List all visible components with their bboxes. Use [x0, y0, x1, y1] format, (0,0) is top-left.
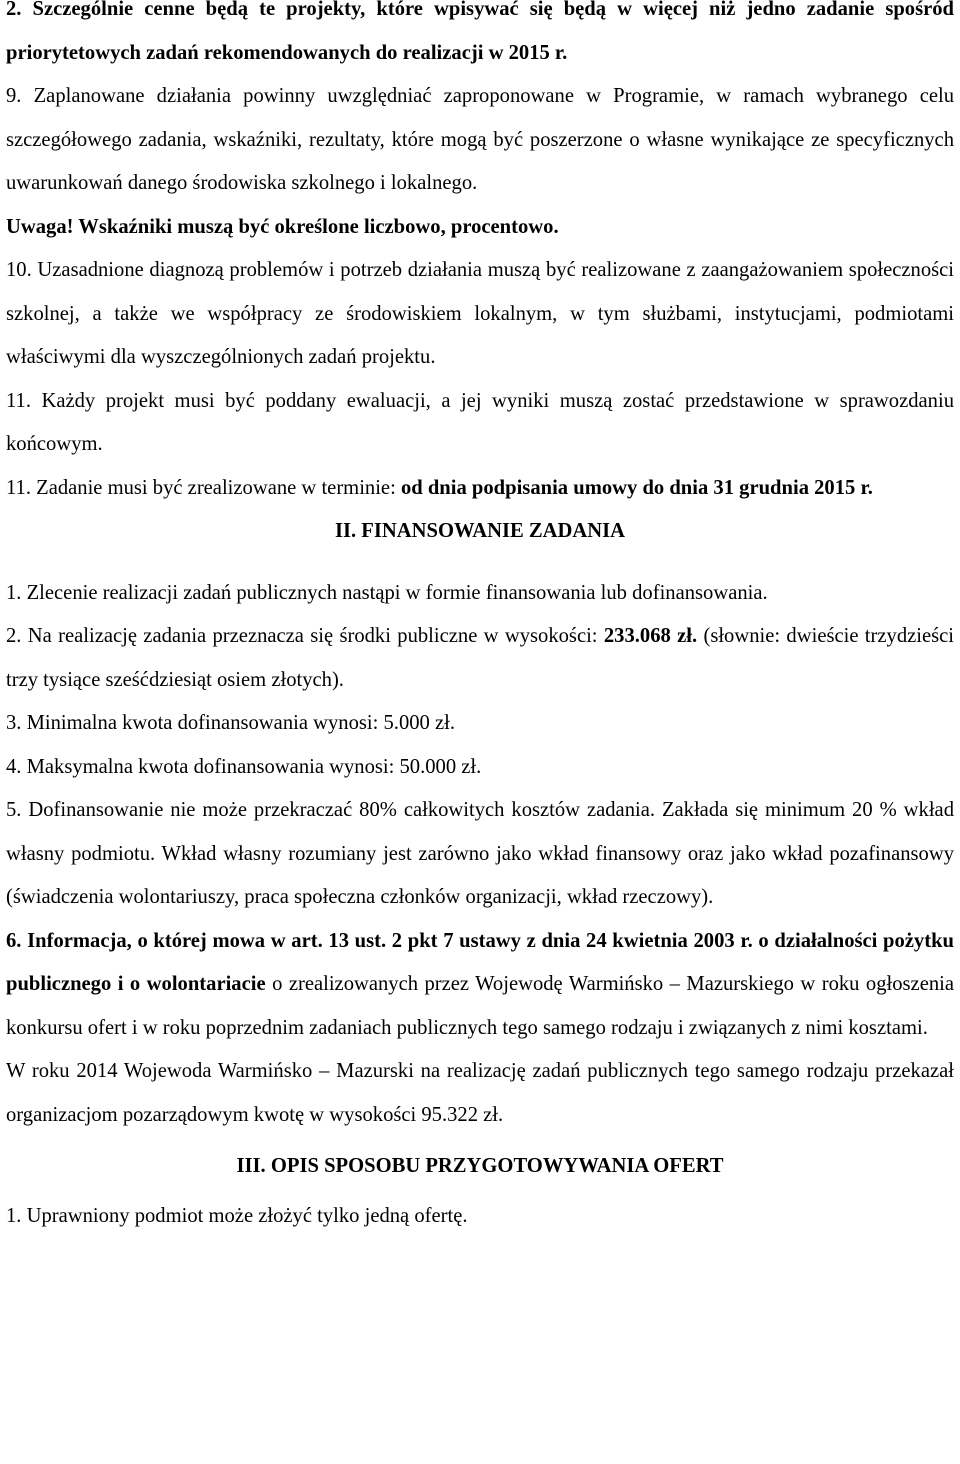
paragraph-10: 10. Uzasadnione diagnozą problemów i potrzeb działania muszą być realizowane z zaangażowaniem społeczności szkolnej, a także we współpracy ze środowiskiem lokalnym, w tym służbami, instytucjami, podmiotami właściwymi dla wyszczególnionych zadań projektu.	[6, 259, 954, 368]
financing-amount: 233.068 zł.	[603, 625, 698, 647]
note-indicators: Uwaga! Wskaźniki muszą być określone liczbowo, procentowo.	[6, 215, 559, 238]
deadline-date: od dnia podpisania umowy do dnia 31 grudnia 2015 r.	[400, 476, 873, 499]
paragraph-11-evaluation: 11. Każdy projekt musi być poddany ewaluacji, a jej wyniki muszą zostać przedstawione w sprawozdaniu końcowym.	[6, 389, 954, 455]
offers-item-1: 1. Uprawniony podmiot może złożyć tylko jedną ofertę.	[6, 1204, 468, 1227]
legal-reference-tail: o zrealizowanych przez Wojewodę Warmińsko – Mazurskiego w roku ogłoszenia konkursu ofert i w roku poprzednim zadaniach publicznych tego samego rodzaju i związanych z nimi kosztami.	[6, 973, 954, 1039]
paragraph-9: 9. Zaplanowane działania powinny uwzględniać zaproponowane w Programie, w ramach wybranego celu szczegółowego zadania, wskaźniki, rezultaty, które mogą być poszerzone o własne wynikające ze specyficznych uwarunkowań danego środowiska szkolnego i lokalnego.	[6, 85, 954, 194]
paragraph-2: 2. Szczególnie cenne będą te projekty, które wpisywać się będą w więcej niż jedno zadanie spośród priorytetowych zadań rekomendowanych do realizacji w 2015 r.	[6, 0, 954, 64]
financing-amount-lead: 2. Na realizację zadania przeznacza się środki publiczne w wysokości:	[6, 625, 604, 647]
financing-item-4: 4. Maksymalna kwota dofinansowania wynosi: 50.000 zł.	[6, 755, 482, 778]
financing-item-6	[6, 920, 954, 1051]
financing-amount-words: (słownie: dwieście trzydzieści trzy tysiące sześćdziesiąt osiem złotych).	[6, 625, 955, 691]
financing-item-5: 5. Dofinansowanie nie może przekraczać 80% całkowitych kosztów zadania. Zakłada się minimum 20 % wkład własny podmiotu. Wkład własny rozumiany jest zarówno jako wkład finansowy oraz jako wkład pozafinansowy (świadczenia wolontariuszy, praca społeczna członków organizacji, wkład rzeczowy).	[6, 799, 954, 908]
financing-item-1: 1. Zlecenie realizacji zadań publicznych nastąpi w formie finansowania lub dofinansowania.	[6, 581, 768, 604]
deadline-lead: 11. Zadanie musi być zrealizowane w terminie:	[6, 476, 401, 499]
paragraph-11-deadline	[6, 467, 954, 511]
legal-reference: 6. Informacja, o której mowa w art. 13 ust. 2 pkt 7 ustawy z dnia 24 kwietnia 2003 r. o działalności pożytku publicznego i o wolontariacie	[6, 929, 954, 995]
section-heading-financing: II. FINANSOWANIE ZADANIA	[334, 520, 626, 542]
financing-item-2014: W roku 2014 Wojewoda Warmińsko – Mazurski na realizację zadań publicznych tego samego rodzaju przekazał organizacjom pozarządowym kwotę w wysokości 95.322 zł.	[6, 1060, 954, 1126]
section-heading-offers: III. OPIS SPOSOBU PRZYGOTOWYWANIA OFERT	[236, 1155, 724, 1177]
financing-item-3: 3. Minimalna kwota dofinansowania wynosi: 5.000 zł.	[6, 712, 455, 734]
financing-item-2	[6, 615, 954, 702]
